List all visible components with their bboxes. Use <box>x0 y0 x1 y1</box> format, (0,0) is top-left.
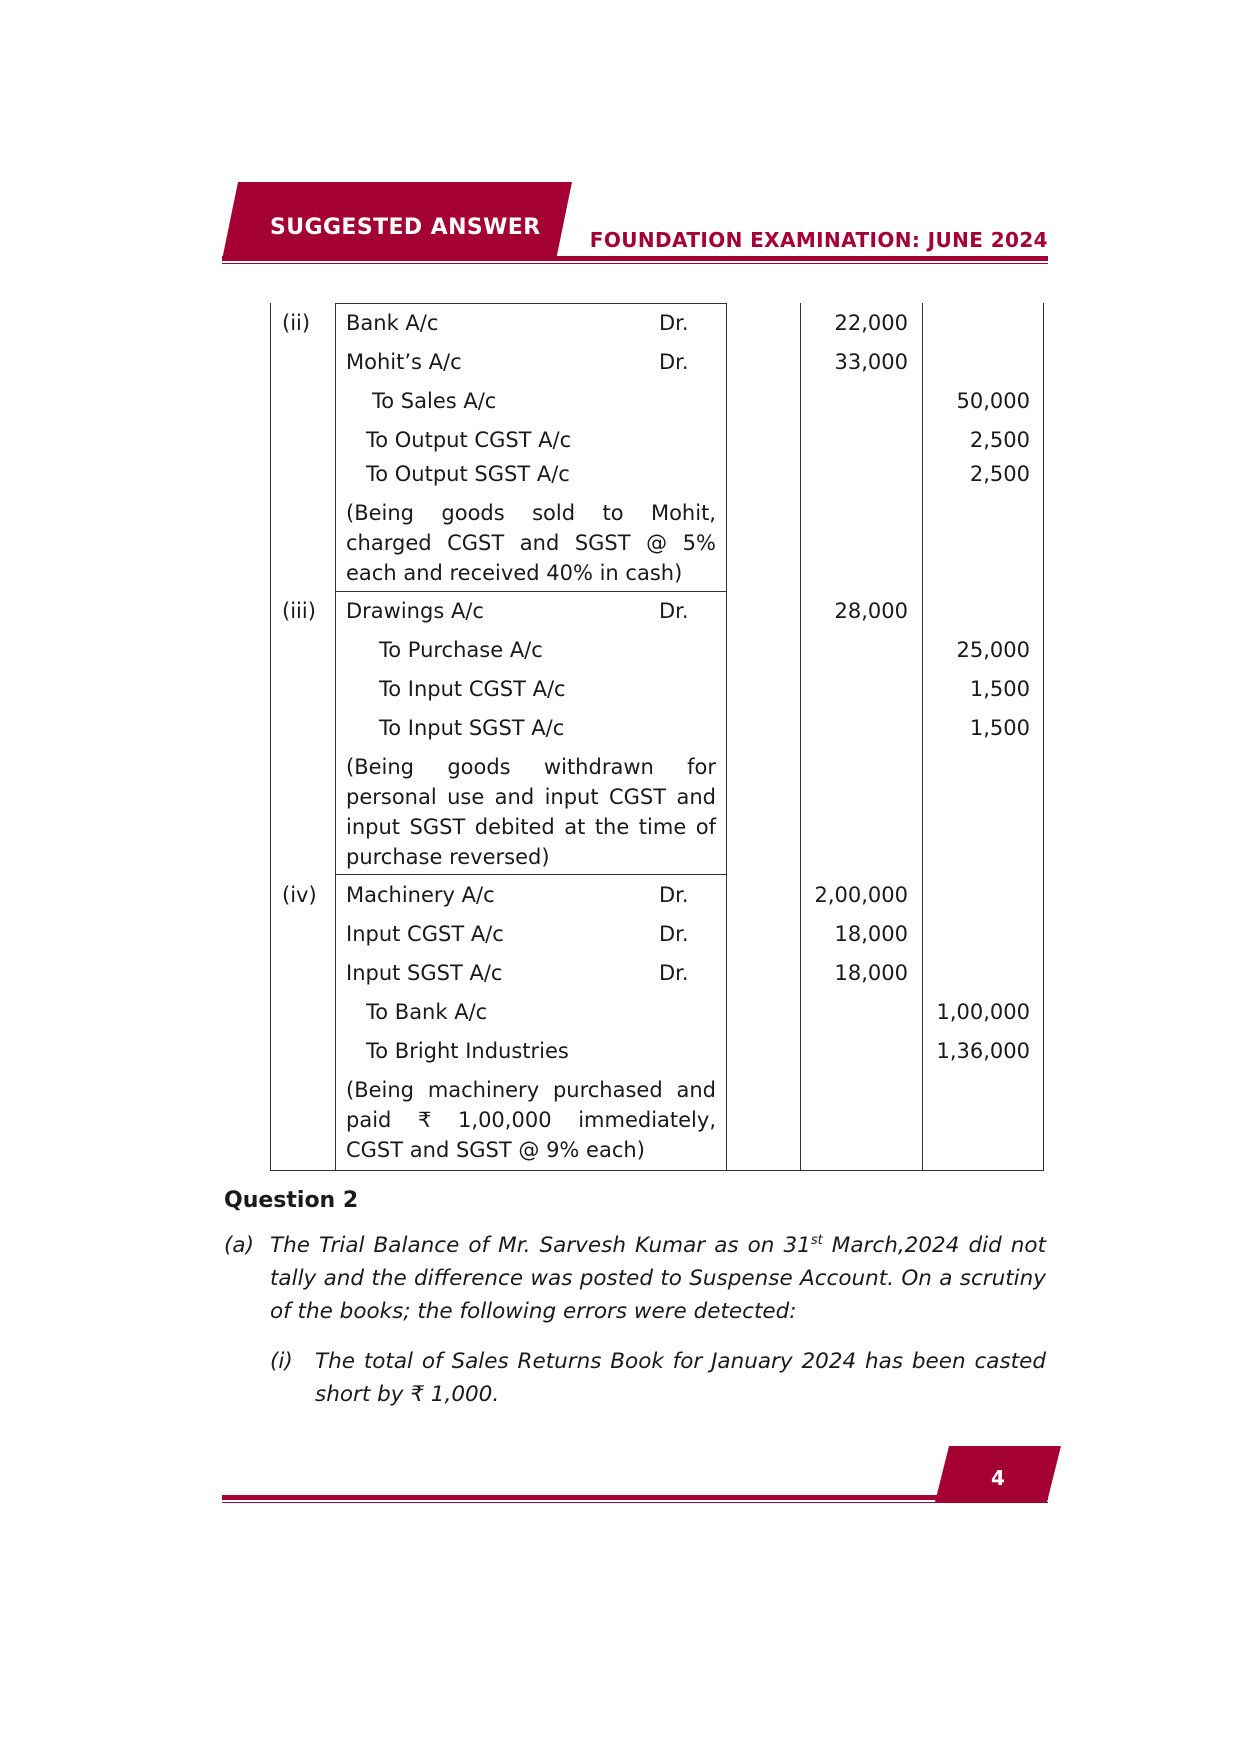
part-text-start: The Trial Balance of Mr. Sarvesh Kumar as on 31 <box>270 1233 811 1258</box>
particular: To Output CGST A/c <box>366 428 572 452</box>
journal-table <box>270 303 1044 1171</box>
question-part-text <box>270 1229 1046 1328</box>
table-bottom-rule <box>270 1170 1044 1171</box>
debit-amount: 18,000 <box>834 961 908 985</box>
ordinal-suffix: st <box>810 1232 823 1248</box>
part-label: (a) <box>224 1233 254 1258</box>
dr-marker: Dr. <box>659 922 689 946</box>
table-border-particulars-left <box>335 303 336 1171</box>
entry-number: (iv) <box>282 883 317 907</box>
credit-amount: 50,000 <box>956 389 1030 413</box>
particulars-top-rule <box>335 303 726 304</box>
header-rule-thin <box>222 263 1048 264</box>
credit-amount: 1,36,000 <box>936 1039 1030 1063</box>
part-text-end: March,2024 did not tally and the difference was posted to Suspense Account. On a scrutiny of the books; the following errors were detected: <box>270 1233 1046 1324</box>
particular: Input SGST A/c <box>346 961 503 985</box>
debit-amount: 33,000 <box>834 350 908 374</box>
item-label: (i) <box>270 1349 293 1374</box>
credit-amount: 1,500 <box>969 716 1030 740</box>
debit-amount: 28,000 <box>834 599 908 623</box>
footer-rule <box>222 1495 1048 1500</box>
debit-amount: 2,00,000 <box>814 883 908 907</box>
debit-amount: 22,000 <box>834 311 908 335</box>
header-rule <box>222 256 1048 261</box>
table-border-debit-left <box>800 303 801 1171</box>
narration: (Being goods withdrawn for personal use and input CGST and input SGST debited at the time of purchase reversed) <box>346 755 716 869</box>
narration: (Being goods sold to Mohit, charged CGST and SGST @ 5% each and received 40% in cash) <box>346 501 716 585</box>
particular: Mohit’s A/c <box>346 350 462 374</box>
credit-amount: 2,500 <box>969 428 1030 452</box>
dr-marker: Dr. <box>659 350 689 374</box>
footer-rule-thin <box>222 1502 1048 1503</box>
particular: To Output SGST A/c <box>366 462 570 486</box>
credit-amount: 25,000 <box>956 638 1030 662</box>
dr-marker: Dr. <box>659 883 689 907</box>
narration: (Being machinery purchased and paid ₹ 1,00,000 immediately, CGST and SGST @ 9% each) <box>346 1078 716 1162</box>
entry-number: (ii) <box>282 311 311 335</box>
header-exam-title: FOUNDATION EXAMINATION: JUNE 2024 <box>589 228 1048 252</box>
particular: To Purchase A/c <box>379 638 543 662</box>
particular: To Bank A/c <box>366 1000 488 1024</box>
dr-marker: Dr. <box>659 961 689 985</box>
entry-separator <box>335 874 726 875</box>
entry-separator <box>335 591 726 592</box>
credit-amount: 1,00,000 <box>936 1000 1030 1024</box>
particular: To Input CGST A/c <box>379 677 566 701</box>
dr-marker: Dr. <box>659 599 689 623</box>
page-number: 4 <box>991 1466 1005 1490</box>
table-border-right <box>1043 303 1044 1171</box>
particular: To Sales A/c <box>372 389 497 413</box>
header-suggested-answer: SUGGESTED ANSWER <box>270 215 541 240</box>
particular: To Bright Industries <box>366 1039 569 1063</box>
dr-marker: Dr. <box>659 311 689 335</box>
particular: Machinery A/c <box>346 883 495 907</box>
particular: Drawings A/c <box>346 599 484 623</box>
table-border-particulars-right <box>726 303 727 1171</box>
credit-amount: 1,500 <box>969 677 1030 701</box>
question-item-text: The total of Sales Returns Book for January 2024 has been casted short by ₹ 1,000. <box>315 1349 1046 1407</box>
particular: To Input SGST A/c <box>379 716 565 740</box>
question-title: Question 2 <box>224 1188 359 1213</box>
table-border-debit-right <box>922 303 923 1171</box>
debit-amount: 18,000 <box>834 922 908 946</box>
entry-number: (iii) <box>282 599 316 623</box>
table-border-left <box>270 303 271 1171</box>
particular: Bank A/c <box>346 311 439 335</box>
credit-amount: 2,500 <box>969 462 1030 486</box>
particular: Input CGST A/c <box>346 922 504 946</box>
